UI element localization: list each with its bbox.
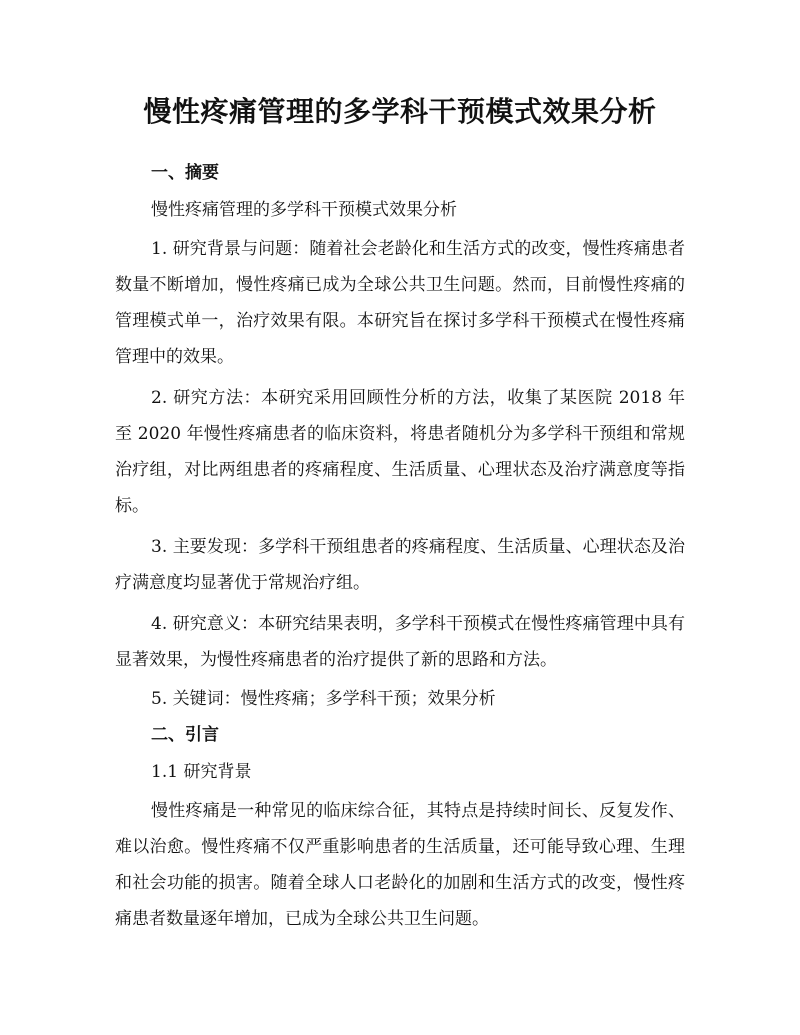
abstract-methods: 2. 研究方法：本研究采用回顾性分析的方法，收集了某医院 2018 年至 2020 年慢性疼痛患者的临床资料，将患者随机分为多学科干预组和常规治疗组，对比两组患者的疼痛程度、生活质量、心理状态及治疗满意度等指标。: [115, 388, 685, 516]
document-title: 慢性疼痛管理的多学科干预模式效果分析: [143, 95, 657, 128]
abstract-subtitle: 慢性疼痛管理的多学科干预模式效果分析: [151, 200, 457, 220]
introduction-paragraph: 慢性疼痛是一种常见的临床综合征，其特点是持续时间长、反复发作、难以治愈。慢性疼痛不仅严重影响患者的生活质量，还可能导致心理、生理和社会功能的损害。随着全球人口老龄化的加剧和生活方式的改变，慢性疼痛患者数量逐年增加，已成为全球公共卫生问题。: [115, 801, 685, 929]
subsection-heading-background: 1.1 研究背景: [151, 762, 252, 782]
section-heading-abstract: 一、摘要: [151, 163, 219, 183]
section-heading-introduction: 二、引言: [151, 725, 219, 745]
abstract-findings: 3. 主要发现：多学科干预组患者的疼痛程度、生活质量、心理状态及治疗满意度均显著优于常规治疗组。: [115, 537, 685, 593]
section-abstract: [115, 158, 685, 715]
section-introduction: [115, 720, 685, 937]
abstract-background: 1. 研究背景与问题：随着社会老龄化和生活方式的改变，慢性疼痛患者数量不断增加，慢性疼痛已成为全球公共卫生问题。然而，目前慢性疼痛的管理模式单一，治疗效果有限。本研究旨在探讨多学科干预模式在慢性疼痛管理中的效果。: [115, 239, 685, 367]
abstract-significance: 4. 研究意义：本研究结果表明，多学科干预模式在慢性疼痛管理中具有显著效果，为慢性疼痛患者的治疗提供了新的思路和方法。: [115, 614, 685, 670]
abstract-keywords: 5. 关键词：慢性疼痛；多学科干预；效果分析: [151, 689, 496, 709]
